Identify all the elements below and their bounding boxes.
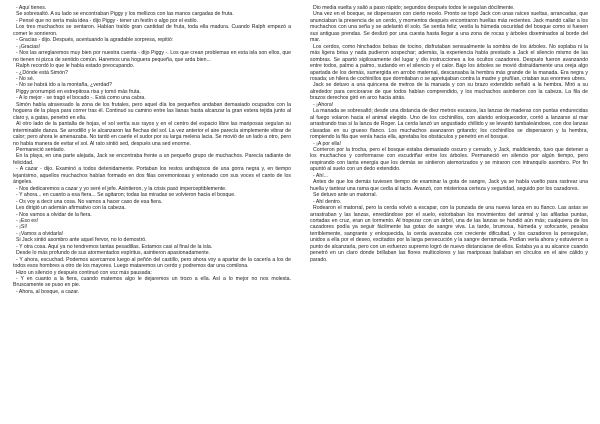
paragraph: Se sobresaltó. A su lado se encontraban Piggy y los mellizos con las manos cargadas de fruta. (16, 11, 234, 18)
paragraph: - ¡Eso es! (16, 217, 39, 224)
paragraph: Desde lo más profundo de sus atormentados espíritus, asintieron apasionadamente. (16, 250, 211, 257)
paragraph: - Y otra cosa. Aquí ya no tendremos tantas pesadillas. Estamos casi al final de la isla. (16, 243, 213, 250)
paragraph: Ralph recordó lo que le había estado preocupando. (16, 63, 135, 70)
paragraph: - ¡Sí! (16, 224, 28, 231)
paragraph: - Os voy a decir una cosa. No vamos a hacer caso de esa fiera. (16, 198, 163, 205)
paragraph: Jack se detuvo a una quincena de metros de la manada y con su brazo extendido señaló a la hembra. Miró a su alrededor para cerciorarse de que todos habían comprendido, y los muchachos asintieron con la cabeza. La fila de brazos derechos giró en arco hacia atrás. (310, 82, 588, 102)
paragraph: - Nos dedicaremos a cazar y yo seré el jefe. Asintieron, y la crisis pasó imperceptiblemente. (16, 185, 227, 192)
paragraph: - Nos vamos a olvidar de la fiera. (16, 211, 92, 218)
paragraph: Si Jack sintió asombro ante aquel fervor, no lo demostró. (16, 237, 147, 244)
paragraph: - A lo mejor - se tragó el bocado -. Está como una cabra. (16, 95, 146, 102)
paragraph: Corrieron por la trocha, pero el bosque estaba demasiado oscuro y cerrado, y Jack, maldiciendo, tuvo que detener a los muchachos y conformarse con escudriñar entre los árboles. Permaneció en silencio por algún tiempo, pero respirando con tanta energía que los demás se sintieron atemorizados y se miraron con intranquilo asombro. Por fin apuntó al suelo con un dedo extendido. (310, 146, 588, 173)
paragraph: - ¿Dónde está Simón? (16, 69, 68, 76)
paragraph: Los tres muchachos se sentaron. Habían traído gran cantidad de fruta, toda ella madura. Cuando Ralph empezó a comer le sonrieron. (13, 24, 291, 37)
paragraph: Dio media vuelta y salió a paso rápido; segundos después todos le seguían dócilmente. (313, 5, 515, 11)
paragraph: - A cazar - dijo. Examinó a todos detenidamente. Portaban los restos andrajosos de una gorra negra y, en tiempo lejanísimo, aquellos muchachos habían formado en dos filas ceremoniosas y entonado con sus voces el canto de los ángeles. (13, 166, 291, 186)
left-page (13, 5, 291, 295)
paragraph: - ¡Gracias! (16, 43, 41, 50)
paragraph: Rodearon el matorral, pero la cerda volvió a escapar, con la punzada de una nueva lanza en su flanco. Las astas se arrastraban y las lanzas, enredándose por el suelo, estorbaban los movimientos del animal y las afiladas puntas, cortadas en cruz, eran un tormento. Al tropezar con un árbol, una de las lanzas se hundió aún más; cualquiera de los cazadores podía ya seguir fácilmente las gotas de sangre viva. La tarde, brumosa, húmeda y sofocante, pesaba terriblemente, sangrante y enloquecida, la cerda avanzaba con creciente dificultad, y los cazadores la perseguían, unidos a ella por el deseo, excitados por la larga persecución y la sangre derramada. Podían verla ahora y estuvieron a punto de alcanzarla, pero con un esfuerzo supremo logró de nuevo distanciarse de ellos. Estaba ya a su alcance cuando penetró en un claro donde brillaban las flores multicolores y las mariposas bailaban en círculos en el aire cálido y parado. (310, 205, 588, 263)
paragraph: Permaneció sentado. (16, 146, 66, 153)
paragraph: - ¡Ahora! (313, 101, 334, 108)
paragraph: Al otro lado de la pantalla de hojas, el sol vertía sus rayos y en el centro del espacio libre las mariposas seguían su interminable danza. Se arrodilló y le alcanzaron las flechas del sol. La vez anterior el aire parecía simplemente vibrar de calor; pero ahora le amenazaba. No tardó en caerle el sudor por su larga melena lacia. Se movió de un lado a otro, pero no había manera de evitar el sol. Al rato sintió sed, después una sed enorme. (13, 121, 291, 147)
paragraph: - Gracias - dijo. Después, acentuando la agradable sorpresa, repitió: (16, 37, 174, 44)
paragraph: - Y ahora, escuchad. Podemos acercarnos luego al peñón del castillo, pero ahora voy a apartar de la cacería a los de todos esos hombres a otro de los mayores. Luego mataremos un cerdo y podremos dar una comilona. (13, 256, 291, 270)
paragraph: - Aquí tienes. (16, 5, 47, 11)
paragraph: - Ahí... (313, 172, 328, 179)
paragraph: - Y en cuanto a la fiera, cuando matemos algo le dejaremos un trozo a ella. Así a lo mejor no nos molesta. Bruscamente se puso en pie. (13, 276, 291, 289)
paragraph: Piggy prorrumpió en estrepitosa risa y tomó más fruta. (16, 88, 141, 95)
paragraph: - Ahí dentro. (313, 198, 342, 205)
paragraph: - Pensé que no sería mala idea - dijo Piggy - tener un festín o algo por el estilo. (16, 17, 198, 24)
paragraph: - No se habrá ido a la montaña, ¿verdad? (16, 82, 113, 89)
paragraph: - ¡Vamos a olvidarla! (16, 230, 64, 237)
right-page (310, 5, 588, 263)
paragraph: La manada se sobresaltó; desde una distancia de diez metros escasos, las lanzas de maderas con puntas endurecidas al fuego volaron hacia el animal elegido. Uno de los cochinillos, con alarido enloquecedor, corrió a lanzarse al mar arrastrando tras sí la lanza de Roger. La cerda lanzó un angustiado chillido y se levantó tambaleándose, con dos lanzas clavadas en su grueso flanco. Los muchachos avanzaron gritando; los cochinillos se dispersaron y la hembra, rompiendo la fila que venía hacia ella, apretaba los obstáculos y penetró en el bosque. (310, 108, 588, 141)
paragraph: En la playa, en una parte alejada, Jack se encontraba frente a un pequeño grupo de muchachos. Parecía radiante de felicidad. (13, 153, 291, 166)
paragraph: Los cerdos, como hinchados bolsas de tocino, disfrutaban sensualmente la sombra de los árboles. No soplaba ni la más ligera brisa y nada pudieron sospechar; además, la experiencia había prestado a Jack el silencio mismo de las sombras. Se apartó sigilosamente del lugar y dio instrucciones a los ocultos cazadores. Después fueron avanzando entre todos, palmo a palmo, sudando en el silencio y el calor. Bajo los árboles se movió distraídamente una oreja algo apartada de los demás, sumergida en arrobo maternal, descansaba la hembra más grande de la manada. Era negra y rosada; un hilera de cochinillos que dormitaban o se apretujaban contra la madre y gruñían, criaban sus enormes ubres. (310, 43, 588, 82)
paragraph: - No sé. (16, 75, 35, 82)
paragraph: Les dirigió un ademán afirmativo con la cabeza. (16, 205, 126, 212)
paragraph: - Ahora, al bosque, a cazar. (16, 288, 80, 295)
paragraph: Simón había atravesado la zona de los frutales, pero aquel día los pequeños andaban demasiado ocupados con la hoguera de la playa para correr tras él. Continuó su camino entre las lianas hasta alcanzar la gran estera tejida junto al claro y, a gatas, penetró en ella. (13, 101, 291, 121)
paragraph: Una vez en el bosque, se dispersaron con cierto recelo. Pronto se topó Jack con unas raíces sueltas, arrancadas, que anunciaban la presencia de un cerdo, y momentos después encontraron huellas más recientes. Jack mandó callar a los muchachos con una seña y se adelantó él solo. Se sentía feliz; vestía la húmeda oscuridad del bosque como si fuesen sus antiguas prendas. Se deslizó por una cuesta hasta llegar a una zona de rocas y árboles diseminados al borde del mar. (310, 11, 588, 44)
paragraph: - ¡A por ella! (313, 140, 341, 147)
paragraph: Antes de que los demás tuviesen tiempo de examinar la gota de sangre, Jack ya se había vuelto para rastrear una huella y tantear una rama que cedía al tacto. Avanzó, con misteriosa certeza y seguridad, seguido por los cazadores. (310, 179, 588, 192)
paragraph: - Y ahora... en cuanto a esa fiera... Se agitaron; todas las miradas se volvieron hacia el bosque. (16, 192, 236, 199)
paragraph: Hizo un silencio y después continuó con voz más pausada: (16, 269, 152, 276)
paragraph: - Nos las arreglaremos muy bien por nuestra cuenta - dijo Piggy -. Los que crean problemas en esta isla son ellos, que no tienen ni pizca de sentido común. Haremos una hoguera pequeña, que arda bien... (13, 50, 291, 63)
paragraph: Se detuvo ante un matorral. (313, 192, 378, 199)
